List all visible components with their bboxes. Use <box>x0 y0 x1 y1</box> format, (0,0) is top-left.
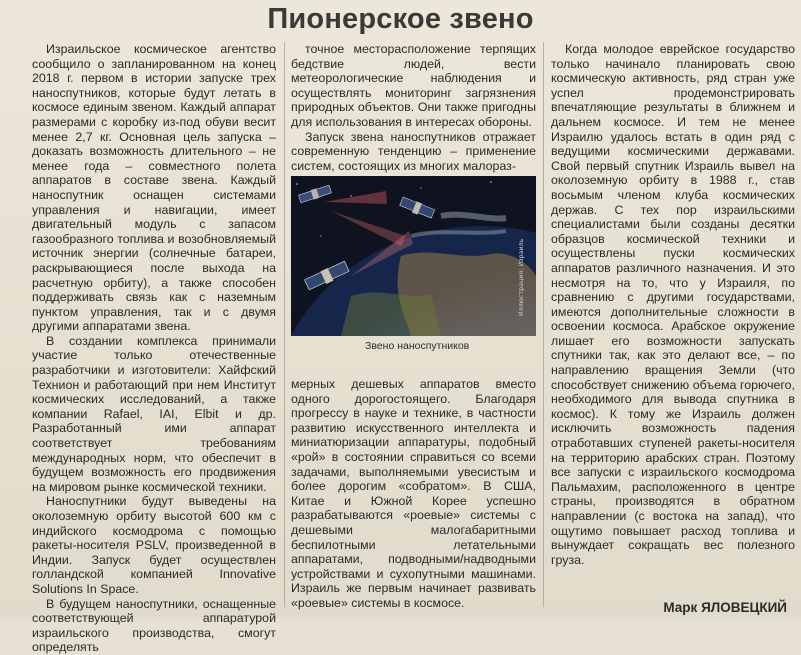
image-credit: Иллюстрация: Израиль <box>518 238 525 317</box>
author-byline: Марк ЯЛОВЕЦКИЙ <box>663 600 787 615</box>
satellite-illustration <box>291 176 536 366</box>
paragraph: В создании комплекса принимали участие только отечественные разработчики и изготовители: Хайфский Технион и работающий при нем Институт космических исследований, а также компании Rafael, IAI, Elbit и др. Разработанный ими аппарат соответствует требованиям международных норм, что обеспечит в будущем возможность его продвижения на мировом рынке космической техники. <box>32 333 276 494</box>
column-divider <box>284 42 285 607</box>
paragraph: Наноспутники будут выведены на околоземную орбиту высотой 600 км с индийского космодрома с помощью ракеты-носителя PSLV, произведенной в Индии. Запуск будет осуществлен голландской компанией Innovative Solutions In Space. <box>32 494 276 596</box>
paragraph: В будущем наноспутники, оснащенные соответствующей аппаратурой израильского производства, смогут определять <box>32 596 276 655</box>
paragraph: точное месторасположение терпящих бедствие людей, вести метеорологические наблюдения и осуществлять мониторинг загрязнения природных объектов. Они также пригодны для использования в интересах обороны. <box>291 42 536 129</box>
article-column-2-continued <box>291 377 536 611</box>
earth-orbit-image <box>291 176 536 336</box>
figure-caption: Звено наноспутников <box>365 340 470 353</box>
paragraph: Запуск звена наноспутников отражает современную тенденцию – применение систем, состоящих из многих малораз- <box>291 129 536 173</box>
paragraph: Когда молодое еврейское государство только начинало планировать свою космическую активность, ряд стран уже успел продемонстрировать впечатляющие результаты в ближнем и дальнем космосе. И тем не менее Израилю удалось встать в один ряд с ведущими космическими державами. Свой первый спутник Израиль вывел на околоземную орбиту в 1988 г., став восьмым членом клуба космических держав. С тех пор израильскими специалистами были созданы десятки образцов космической техники и осуществлены пуски космических аппаратов различного назначения. И это несмотря на то, что у Израиля, по сравнению с другими государствами, имеются дополнительные сложности в освоении космоса. Арабское окружение лишает его возможности запускать спутники так, как это делают все, – по направлению вращения Земли (что способствует снижению объема горючего, необходимого для вывода спутника в космос). К тому же Израиль должен исключить возможность падения отработавших ступеней ракеты-носителя на территорию арабских стран. Поэтому все запуски с израильского космодрома Пальмахим, расположенного в центре страны, производятся в обратном направлении (с востока на запад), что ощутимо повышает расход топлива и вынуждает сокращать вес полезного груза. <box>551 42 795 567</box>
paragraph: мерных дешевых аппаратов вместо одного дорогостоящего. Благодаря прогрессу в науке и технике, в частности развитию искусственного интеллекта и миниатюризации аппаратуры, подобный «рой» в состоянии справиться со всеми задачами, выполняемыми увесистым и более дорогим «собратом». В США, Китае и Южной Корее успешно разрабатываются «роевые» системы с дешевыми малогабаритными беспилотными летательными аппаратами, подводными/надводными устройствами и сухопутными машинами. Израиль же первым начинает развивать «роевые» системы в космосе. <box>291 377 536 610</box>
paragraph: Израильское космическое агентство сообщило о запланированном на конец 2018 г. первом в истории запуске трех наноспутников, которые будут летать в космосе единым звеном. Каждый аппарат размерами с коробку из-под обуви весит менее 2,7 кг. Основная цель запуска – доказать возможность длительного – не менее года – совместного полета аппаратов в составе звена. Каждый наноспутник оснащен системами управления и навигации, имеет двигательный модуль с запасом газообразного топлива и возобновляемый источник энергии (солнечные батареи, раскрывающиеся после выхода на расчетную орбиту), а также способен поддерживать связь как с наземным пунктом управления, так и с двумя другими аппаратами звена. <box>32 42 276 334</box>
column-divider <box>543 42 544 607</box>
article-column-2 <box>291 42 536 366</box>
article-column-1 <box>32 42 276 655</box>
article-column-3 <box>551 42 795 567</box>
article-title: Пионерское звено <box>267 3 534 35</box>
